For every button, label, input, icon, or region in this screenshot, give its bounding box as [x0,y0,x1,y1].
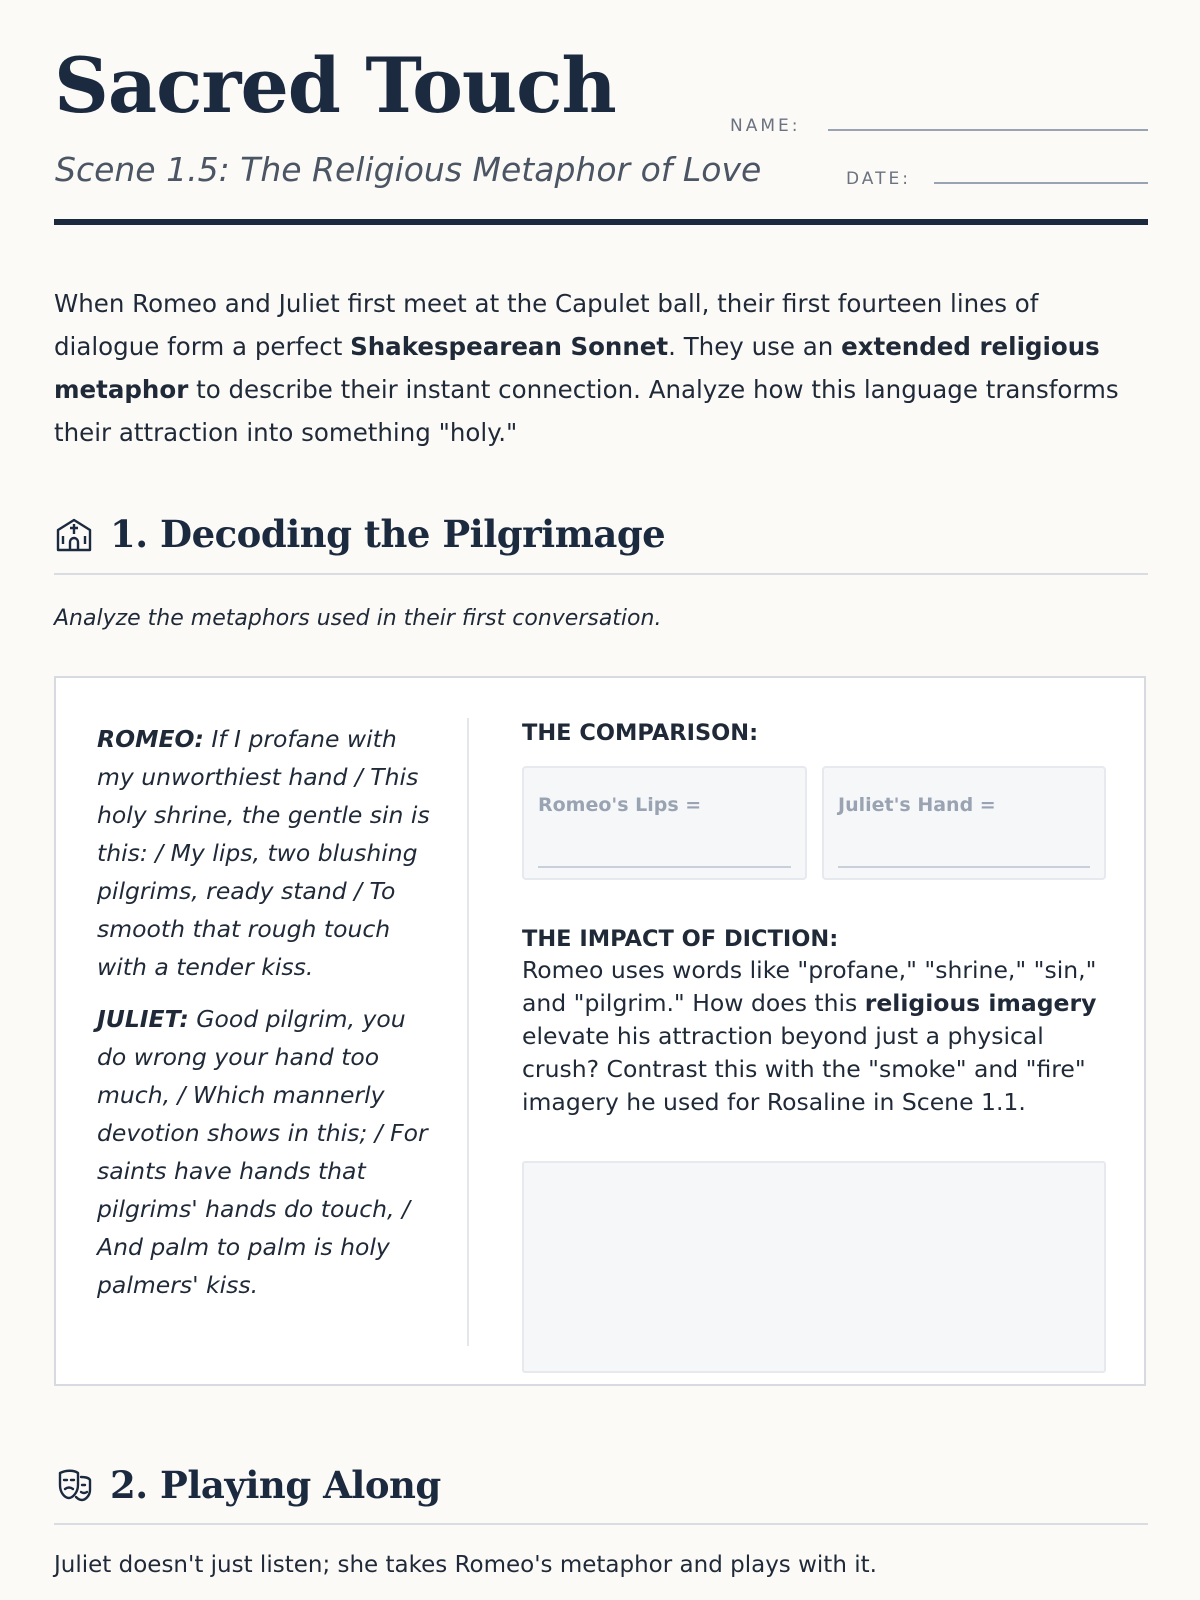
section-2-divider [54,1523,1148,1525]
response-column [522,720,1112,1116]
section-2-header [54,1463,441,1507]
section-1-heading: 1. Decoding the Pilgrimage [110,512,666,556]
section-1-instruction: Analyze the metaphors used in their first conversation. [54,606,662,631]
section-2-text: Juliet doesn't just listen; she takes Romeo's metaphor and plays with it. [54,1552,877,1578]
date-label: DATE: [846,169,911,189]
church-icon [54,514,94,554]
section-1-header [54,512,665,556]
juliet-hand-answer-line[interactable] [838,866,1090,868]
romeo-lips-label: Romeo's Lips = [538,794,702,816]
romeo-lips-box[interactable] [522,766,807,880]
page-subtitle: Scene 1.5: The Religious Metaphor of Love [55,150,762,189]
analysis-card [54,676,1146,1386]
name-field[interactable] [828,129,1148,131]
intro-paragraph: When Romeo and Juliet first meet at the Capulet ball, their first fourteen lines of dialogue form a perfect Shakespearean Sonnet. They use an extended religious metaphor to describe their instant connection. Analyze how this language transforms their attraction into something "holy." [54,289,1119,447]
juliet-hand-box[interactable] [822,766,1106,880]
diction-label: THE IMPACT OF DICTION: [522,926,839,952]
diction-prompt: Romeo uses words like "profane," "shrine," "sin," and "pilgrim." How does this religious imagery elevate his attraction beyond just a physical crush? Contrast this with the "smoke" and "fire" imagery he used for Rosaline in Scene 1.1. [522,956,1097,1116]
section-1-divider [54,573,1148,575]
drama-mask-icon [54,1465,94,1505]
section-2-heading: 2. Playing Along [110,1463,441,1507]
header-divider [54,219,1148,225]
diction-answer-area[interactable] [522,1161,1106,1373]
diction-block [522,924,1106,1119]
juliet-quote: JULIET: Good pilgrim, you do wrong your hand too much, / Which mannerly devotion shows in this; / For saints have hands that pilgrims' hands do touch, / And palm to palm is holy palmers' kiss. [97,1005,428,1299]
date-field[interactable] [934,182,1148,184]
juliet-hand-label: Juliet's Hand = [838,794,996,816]
name-label: NAME: [730,116,801,136]
romeo-quote: ROMEO: If I profane with my unworthiest hand / This holy shrine, the gentle sin is this: / My lips, two blushing pilgrims, ready stand / To smooth that rough touch with a tender kiss. [97,725,430,981]
comparison-label: THE COMPARISON: [522,720,759,746]
quote-column [97,720,437,1318]
page-title: Sacred Touch [54,41,616,130]
romeo-lips-answer-line[interactable] [538,866,791,868]
column-divider [467,718,469,1346]
